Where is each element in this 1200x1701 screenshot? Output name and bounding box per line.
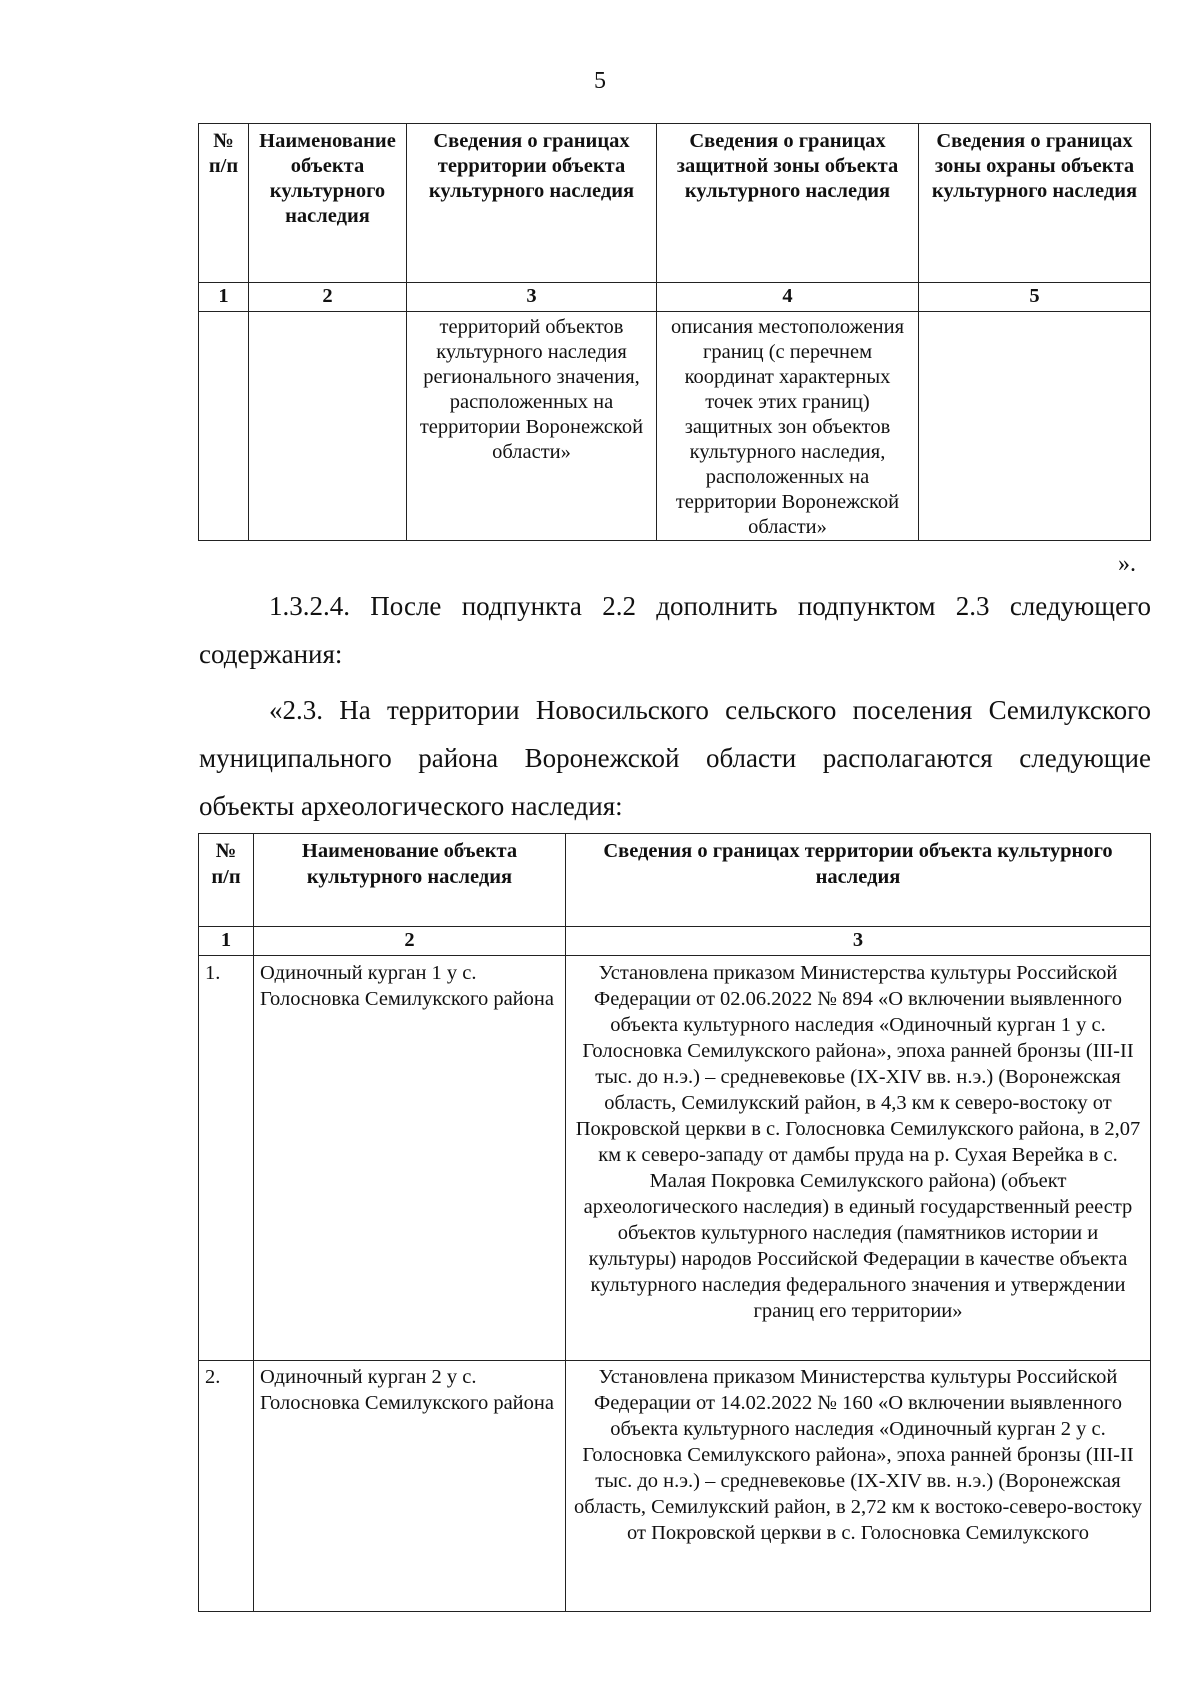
paragraph-objects-line: объекты археологического наследия: (199, 791, 623, 821)
table-header-row (199, 834, 1151, 927)
cell-object-name: Одиночный курган 2 у с. Голосновка Семилукского района (254, 1361, 566, 1612)
column-number: 4 (657, 283, 919, 312)
column-number: 1 (199, 283, 249, 312)
cell-object-name: Одиночный курган 1 у с. Голосновка Семилукского района (254, 956, 566, 1361)
table-row (199, 312, 1151, 541)
header-number: № п/п (199, 124, 249, 283)
cell-number (199, 312, 249, 541)
header-territory-boundaries: Сведения о границах территории объекта культурного наследия (407, 124, 657, 283)
column-number-row (199, 283, 1151, 312)
archaeological-objects-table (198, 833, 1151, 1612)
table-header-row (199, 124, 1151, 283)
paragraph-amendment-line: содержания: (199, 639, 343, 669)
header-object-name: Наименование объекта культурного наследия (249, 124, 407, 283)
header-protective-zone: Сведения о границах защитной зоны объекта культурного наследия (657, 124, 919, 283)
table-row (199, 1361, 1151, 1612)
cell-protective-zone: описания местоположения границ (с перечнем координат характерных точек этих границ) защитных зон объектов культурного наследия, расположенных на территории Воронежской области» (657, 312, 919, 541)
header-protection-zone: Сведения о границах зоны охраны объекта культурного наследия (919, 124, 1151, 283)
column-number: 2 (249, 283, 407, 312)
boundaries-table-continued (198, 123, 1151, 541)
cell-territory-boundaries: территорий объектов культурного наследия регионального значения, расположенных на территории Воронежской области» (407, 312, 657, 541)
paragraph-amendment-line: 1.3.2.4. После подпункта 2.2 дополнить подпунктом 2.3 следующего (269, 591, 1151, 621)
cell-object-name (249, 312, 407, 541)
cell-territory-boundaries: Установлена приказом Министерства культуры Российской Федерации от 14.02.2022 № 160 «О включении выявленного объекта культурного наследия «Одиночный курган 2 у с. Голосновка Семилукского района», эпоха ранней бронзы (III-II тыс. до н.э.) – средневековье (IX-XIV вв. н.э.) (Воронежская область, Семилукский район, в 2,72 км к востоко-северо-востоку от Покровской церкви в с. Голосновка Семилукского (566, 1361, 1151, 1612)
header-territory-boundaries: Сведения о границах территории объекта культурного наследия (566, 834, 1151, 927)
cell-protection-zone (919, 312, 1151, 541)
column-number: 2 (254, 927, 566, 956)
cell-number: 1. (199, 956, 254, 1361)
closing-quote: ». (1118, 551, 1136, 577)
column-number: 3 (566, 927, 1151, 956)
paragraph-objects-line: «2.3. На территории Новосильского сельского поселения Семилукского (269, 695, 1151, 725)
header-object-name: Наименование объекта культурного наследия (254, 834, 566, 927)
column-number: 1 (199, 927, 254, 956)
table-row (199, 956, 1151, 1361)
header-number: № п/п (199, 834, 254, 927)
column-number-row (199, 927, 1151, 956)
page-number: 5 (594, 68, 606, 94)
paragraph-objects-line: муниципального района Воронежской области располагаются следующие (199, 743, 1151, 773)
column-number: 5 (919, 283, 1151, 312)
cell-territory-boundaries: Установлена приказом Министерства культуры Российской Федерации от 02.06.2022 № 894 «О включении выявленного объекта культурного наследия «Одиночный курган 1 у с. Голосновка Семилукского района», эпоха ранней бронзы (III-II тыс. до н.э.) – средневековье (IX-XIV вв. н.э.) (Воронежская область, Семилукский район, в 4,3 км к северо-востоку от Покровской церкви в с. Голосновка Семилукского района, в 2,07 км к северо-западу от дамбы пруда на р. Сухая Верейка в с. Малая Покровка Семилукского района) (объект археологического наследия) в единый государственный реестр объектов культурного наследия (памятников истории и культуры) народов Российской Федерации в качестве объекта культурного наследия федерального значения и утверждении границ его территории» (566, 956, 1151, 1361)
cell-number: 2. (199, 1361, 254, 1612)
column-number: 3 (407, 283, 657, 312)
